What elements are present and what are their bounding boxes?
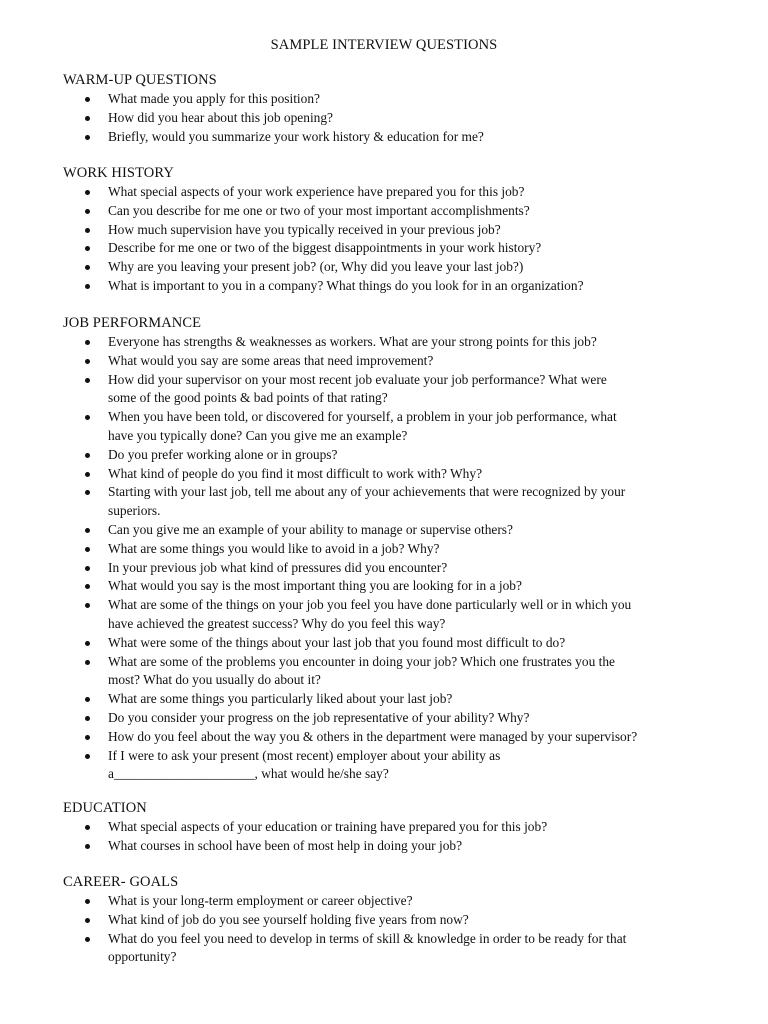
question-line: How do you feel about the way you & others in the department were managed by your supervisor?: [108, 728, 638, 744]
question-item: [0, 540, 768, 559]
question-line: most? What do you usually do about it?: [108, 672, 321, 688]
bullet-icon: [85, 116, 90, 121]
bullet-icon: [85, 378, 90, 383]
bullet-icon: [85, 359, 90, 364]
question-line: Everyone has strengths & weaknesses as workers. What are your strong points for this job?: [108, 334, 597, 349]
question-item: [0, 128, 768, 147]
question-line: What are some of the things on your job you feel you have done particularly well or in which you: [108, 597, 632, 613]
question-list: [0, 333, 768, 784]
question-line: What special aspects of your education or training have prepared you for this job?: [108, 819, 548, 834]
question-line: What special aspects of your work experience have prepared you for this job?: [108, 184, 525, 199]
bullet-icon: [85, 641, 90, 646]
question-list: [0, 183, 768, 296]
question-item: [0, 747, 768, 785]
question-line: Starting with your last job, tell me about any of your achievements that were recognized by your: [108, 484, 626, 500]
question-line: What are some of the problems you encounter in doing your job? Which one frustrates you the: [108, 653, 615, 669]
question-item: [0, 596, 768, 634]
question-line: How did your supervisor on your most recent job evaluate your job performance? What were: [108, 371, 607, 387]
bullet-icon: [85, 603, 90, 608]
question-text: [108, 371, 718, 409]
question-line: If I were to ask your present (most recent) employer about your ability as: [108, 747, 501, 763]
question-item: [0, 837, 768, 856]
question-text: [108, 333, 718, 352]
question-line: What kind of job do you see yourself holding five years from now?: [108, 911, 469, 927]
question-text: [108, 221, 718, 240]
question-text: [108, 239, 718, 258]
question-line: have you typically done? Can you give me an example?: [108, 427, 408, 443]
question-line: What kind of people do you find it most difficult to work with? Why?: [108, 465, 483, 481]
question-item: [0, 653, 768, 691]
question-line: What is your long-term employment or career objective?: [108, 893, 413, 908]
section-heading: WORK HISTORY: [63, 165, 174, 181]
question-line: have achieved the greatest success? Why do you feel this way?: [108, 615, 446, 631]
question-line: When you have been told, or discovered for yourself, a problem in your job performance, what: [108, 409, 617, 425]
question-text: [108, 202, 718, 221]
question-text: [108, 837, 718, 856]
question-text: [108, 183, 718, 202]
question-item: [0, 577, 768, 596]
bullet-icon: [85, 899, 90, 904]
question-line: Do you consider your progress on the job representative of your ability? Why?: [108, 709, 530, 725]
question-text: [108, 109, 718, 128]
bullet-icon: [85, 660, 90, 665]
question-item: [0, 465, 768, 484]
question-line: What made you apply for this position?: [108, 91, 320, 106]
question-item: [0, 930, 768, 968]
question-text: [108, 277, 718, 296]
bullet-icon: [85, 490, 90, 495]
bullet-icon: [85, 716, 90, 721]
question-item: [0, 221, 768, 240]
bullet-icon: [85, 284, 90, 289]
section-heading: JOB PERFORMANCE: [63, 315, 202, 331]
question-line: What is important to you in a company? What things do you look for in an organization?: [108, 277, 584, 293]
bullet-icon: [85, 209, 90, 214]
question-item: [0, 90, 768, 109]
bullet-icon: [85, 584, 90, 589]
question-text: [108, 446, 718, 465]
bullet-icon: [85, 340, 90, 345]
bullet-icon: [85, 97, 90, 102]
question-item: [0, 709, 768, 728]
question-item: [0, 183, 768, 202]
question-text: [108, 930, 718, 968]
question-line: opportunity?: [108, 949, 177, 965]
bullet-icon: [85, 937, 90, 942]
section-heading: CAREER- GOALS: [63, 874, 179, 890]
question-text: [108, 540, 718, 559]
question-line: Describe for me one or two of the biggest disappointments in your work history?: [108, 240, 542, 256]
question-line: What are some things you particularly liked about your last job?: [108, 691, 453, 707]
question-item: [0, 634, 768, 653]
question-item: [0, 818, 768, 837]
question-item: [0, 892, 768, 911]
question-text: [108, 90, 718, 109]
question-item: [0, 258, 768, 277]
question-line: Do you prefer working alone or in groups?: [108, 446, 338, 462]
question-text: [108, 709, 718, 728]
question-text: [108, 258, 718, 277]
bullet-icon: [85, 754, 90, 759]
question-item: [0, 483, 768, 521]
question-line: Can you give me an example of your ability to manage or supervise others?: [108, 521, 513, 537]
question-item: [0, 333, 768, 352]
section-heading: EDUCATION: [63, 800, 147, 816]
question-line: What were some of the things about your last job that you found most difficult to do?: [108, 634, 566, 650]
question-text: [108, 352, 718, 371]
bullet-icon: [85, 528, 90, 533]
question-line: What are some things you would like to avoid in a job? Why?: [108, 540, 440, 556]
question-text: [108, 465, 718, 484]
question-line: What would you say are some areas that need improvement?: [108, 352, 434, 368]
question-item: [0, 446, 768, 465]
question-line: Why are you leaving your present job? (or, Why did you leave your last job?): [108, 259, 524, 275]
question-line: some of the good points & bad points of that rating?: [108, 390, 388, 406]
bullet-icon: [85, 415, 90, 420]
bullet-icon: [85, 697, 90, 702]
question-item: [0, 277, 768, 296]
bullet-icon: [85, 844, 90, 849]
bullet-icon: [85, 265, 90, 270]
question-item: [0, 521, 768, 540]
question-item: [0, 109, 768, 128]
page-title: SAMPLE INTERVIEW QUESTIONS: [270, 37, 498, 53]
question-item: [0, 728, 768, 747]
question-line: What would you say is the most important thing you are looking for in a job?: [108, 578, 522, 594]
bullet-icon: [85, 190, 90, 195]
question-line: superiors.: [108, 503, 161, 519]
question-item: [0, 690, 768, 709]
bullet-icon: [85, 825, 90, 830]
bullet-icon: [85, 547, 90, 552]
question-text: [108, 483, 718, 521]
bullet-icon: [85, 135, 90, 140]
question-line: How did you hear about this job opening?: [108, 109, 333, 125]
question-list: [0, 818, 768, 856]
bullet-icon: [85, 228, 90, 233]
question-line: In your previous job what kind of pressures did you encounter?: [108, 559, 448, 575]
question-line: How much supervision have you typically received in your previous job?: [108, 221, 501, 237]
question-text: [108, 728, 718, 747]
question-list: [0, 90, 768, 146]
question-text: [108, 690, 718, 709]
question-text: [108, 818, 718, 837]
bullet-icon: [85, 918, 90, 923]
question-item: [0, 202, 768, 221]
question-text: [108, 596, 718, 634]
bullet-icon: [85, 246, 90, 251]
section-heading: WARM-UP QUESTIONS: [63, 72, 217, 88]
question-text: [108, 911, 718, 930]
question-item: [0, 371, 768, 409]
question-item: [0, 408, 768, 446]
question-text: [108, 521, 718, 540]
question-item: [0, 911, 768, 930]
bullet-icon: [85, 566, 90, 571]
bullet-icon: [85, 453, 90, 458]
question-line: What courses in school have been of most help in doing your job?: [108, 837, 463, 853]
question-list: [0, 892, 768, 967]
question-line: Briefly, would you summarize your work history & education for me?: [108, 128, 484, 144]
question-line: What do you feel you need to develop in terms of skill & knowledge in order to be ready for that: [108, 930, 627, 946]
question-text: [108, 408, 718, 446]
question-text: [108, 128, 718, 147]
question-text: [108, 892, 718, 911]
question-item: [0, 239, 768, 258]
bullet-icon: [85, 472, 90, 477]
question-item: [0, 559, 768, 578]
question-line: a_____________________, what would he/she say?: [108, 766, 389, 782]
question-line: Can you describe for me one or two of your most important accomplishments?: [108, 202, 530, 218]
bullet-icon: [85, 735, 90, 740]
question-text: [108, 577, 718, 596]
question-text: [108, 559, 718, 578]
question-text: [108, 653, 718, 691]
question-text: [108, 634, 718, 653]
question-text: [108, 747, 718, 785]
question-item: [0, 352, 768, 371]
